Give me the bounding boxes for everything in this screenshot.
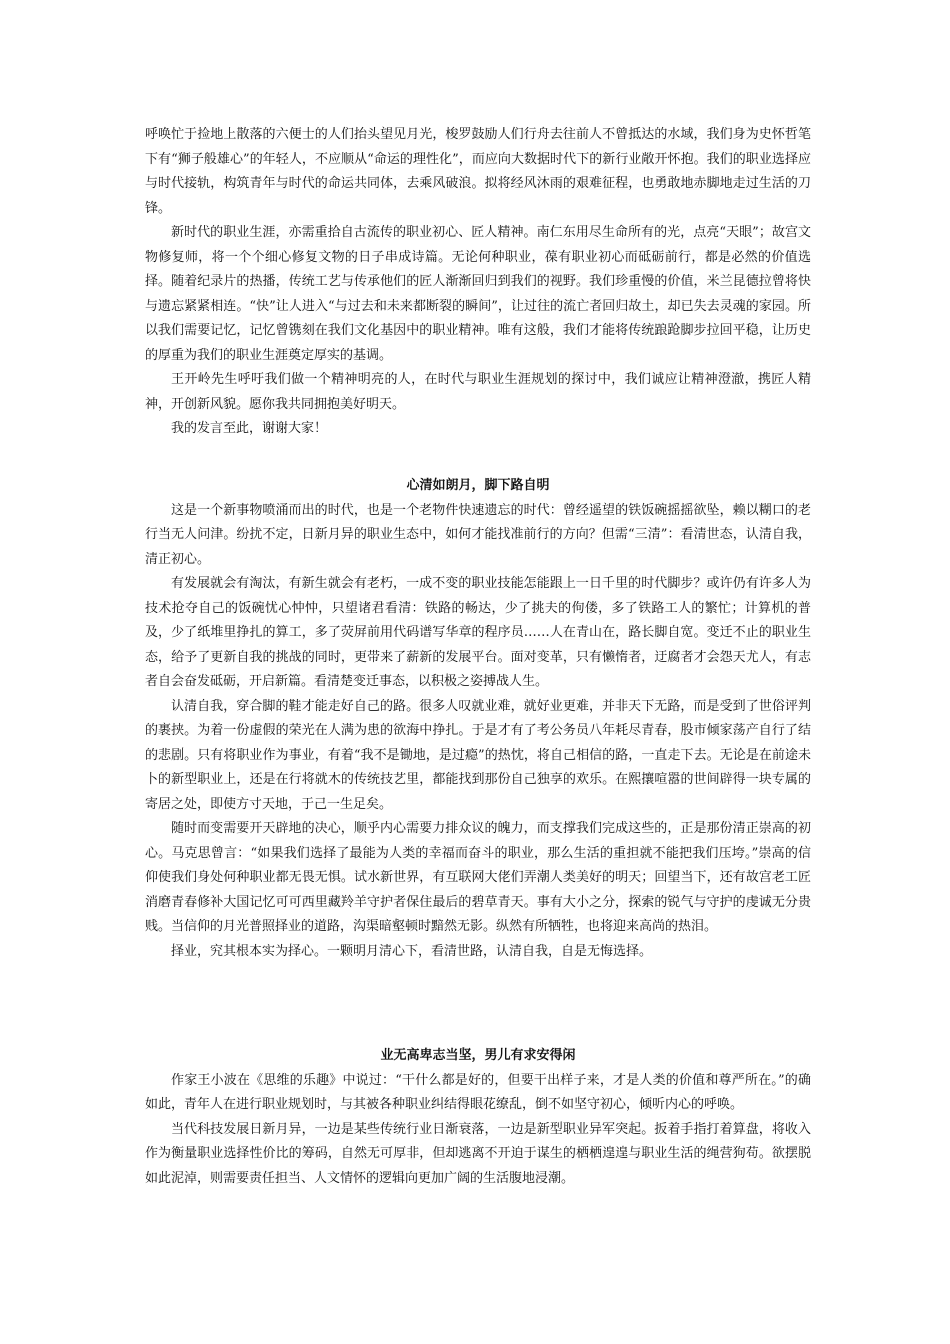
paragraph: 新时代的职业生涯，亦需重拾自古流传的职业初心、匠人精神。南仁东用尽生命所有的光，点亮“天眼”；故宫文物修复师，将一个个细心修复文物的日子串成诗篇。无论何种职业，葆有职业初心而砥砺前行，都是必然的价值选择。随着纪录片的热播，传统工艺与传承他们的匠人渐渐回归到我们的视野。我们珍重慢的价值，米兰昆德拉曾将快与遗忘紧紧相连。“快”让人进入“与过去和未来都断裂的瞬间”，让过往的流亡者回归故土，却已失去灵魂的家园。所以我们需要记忆，记忆曾镌刻在我们文化基因中的职业精神。唯有这般，我们才能将传统踉跄脚步拉回平稳，让历史的厚重为我们的职业生涯奠定厚实的基调。 — [145, 225, 811, 363]
section-title: 心清如朗月，脚下路自明 — [406, 478, 550, 493]
paragraph: 这是一个新事物喷涌而出的时代，也是一个老物件快速遗忘的时代：曾经遥望的铁饭碗摇摇欲坠，赖以糊口的老行当无人问津。纷扰不定，日新月异的职业生态中，如何才能找准前行的方向？但需“三清”：看清世态，认清自我，清正初心。 — [145, 502, 811, 567]
section-title: 业无高卑志当坚，男儿有求安得闲 — [380, 1048, 576, 1063]
paragraph: 呼唤忙于捡地上散落的六便士的人们抬头望见月光，梭罗鼓励人们行舟去往前人不曾抵达的水域，我们身为史怀哲笔下有“狮子般雄心”的年轻人，不应顺从“命运的理性化”，而应向大数据时代下的新行业敞开怀抱。我们的职业选择应与时代接轨，构筑青年与时代的命运共同体，去乘风破浪。拟将经风沐雨的艰难征程，也勇敢地赤脚地走过生活的刀锋。 — [145, 127, 811, 216]
section-3 — [145, 1044, 811, 1191]
paragraph: 当代科技发展日新月异，一边是某些传统行业日渐衰落，一边是新型职业异军突起。扳着手指打着算盘，将收入作为衡量职业选择性价比的筹码，自然无可厚非，但却逃离不开迫于谋生的栖栖遑遑与职业生活的绳营狗苟。欲摆脱如此泥淖，则需要责任担当、人文情怀的逻辑向更加广阔的生活腹地浸潮。 — [145, 1121, 811, 1186]
paragraph: 我的发言至此，谢谢大家！ — [171, 421, 328, 436]
paragraph: 王开岭先生呼吁我们做一个精神明亮的人，在时代与职业生涯规划的探讨中，我们诚应让精神澄澈，携匠人精神，开创新风貌。愿你我共同拥抱美好明天。 — [145, 372, 811, 412]
paragraph: 择业，究其根本实为择心。一颗明月清心下，看清世路，认清自我，自是无悔选择。 — [171, 943, 653, 959]
paragraph: 作家王小波在《思维的乐趣》中说过：“干什么都是好的，但要干出样子来，才是人类的价值和尊严所在。”的确如此，青年人在进行职业规划时，与其被各种职业纠结得眼花缭乱，倒不如坚守初心，倾听内心的呼唤。 — [145, 1072, 811, 1112]
paragraph: 认清自我，穿合脚的鞋才能走好自己的路。很多人叹就业难，就好业更难，并非天下无路，而是受到了世俗评判的裹挟。为着一份虚假的荣光在人满为患的欲海中挣扎。于是才有了考公务员八年耗尽青春，股市倾家荡产自行了结的悲剧。只有将职业作为事业，有着“我不是锄地，是过瘾”的热忱，将自己相信的路，一直走下去。无论是在前途未卜的新型职业上，还是在行将就木的传统技艺里，都能找到那份自己独享的欢乐。在熙攘喧嚣的世间辟得一块专属的寄居之处，即使方寸天地，于己一生足矣。 — [145, 698, 811, 812]
section-1 — [145, 123, 811, 442]
section-2 — [145, 474, 811, 964]
paragraph: 有发展就会有淘汰，有新生就会有老朽，一成不变的职业技能怎能跟上一日千里的时代脚步？或许仍有许多人为技术抢夺自己的饭碗忧心忡忡，只望诸君看清：铁路的畅达，少了挑夫的佝偻，多了铁路工人的繁忙；计算机的普及，少了纸堆里挣扎的算工，多了荧屏前用代码谱写华章的程序员……人在青山在，路长脚自宽。变迁不止的职业生态，给予了更新自我的挑战的同时，更带来了薪新的发展平台。面对变革，只有懒惰者，迂腐者才会怨天尤人，有志者自会奋发砥砺，开启新篇。看清楚变迁事态，以积极之姿搏战人生。 — [145, 576, 811, 689]
paragraph: 随时而变需要开天辟地的决心，顺乎内心需要力排众议的魄力，而支撑我们完成这些的，正是那份清正崇高的初心。马克思曾言：“如果我们选择了最能为人类的幸福而奋斗的职业，那么生活的重担就不能把我们压垮。”崇高的信仰使我们身处何种职业都无畏无惧。试水新世界，有互联网大佬们弄潮人类美好的明天；回望当下，还有故宫老工匠消磨青春修补大国记忆可可西里藏羚羊守护者保住最后的碧草青天。事有大小之分，探索的锐气与守护的虔诚无分贵贱。当信仰的月光普照择业的道路，沟渠暗壑顿时黯然无影。纵然有所牺牲，也将迎来高尚的热泪。 — [145, 821, 811, 934]
